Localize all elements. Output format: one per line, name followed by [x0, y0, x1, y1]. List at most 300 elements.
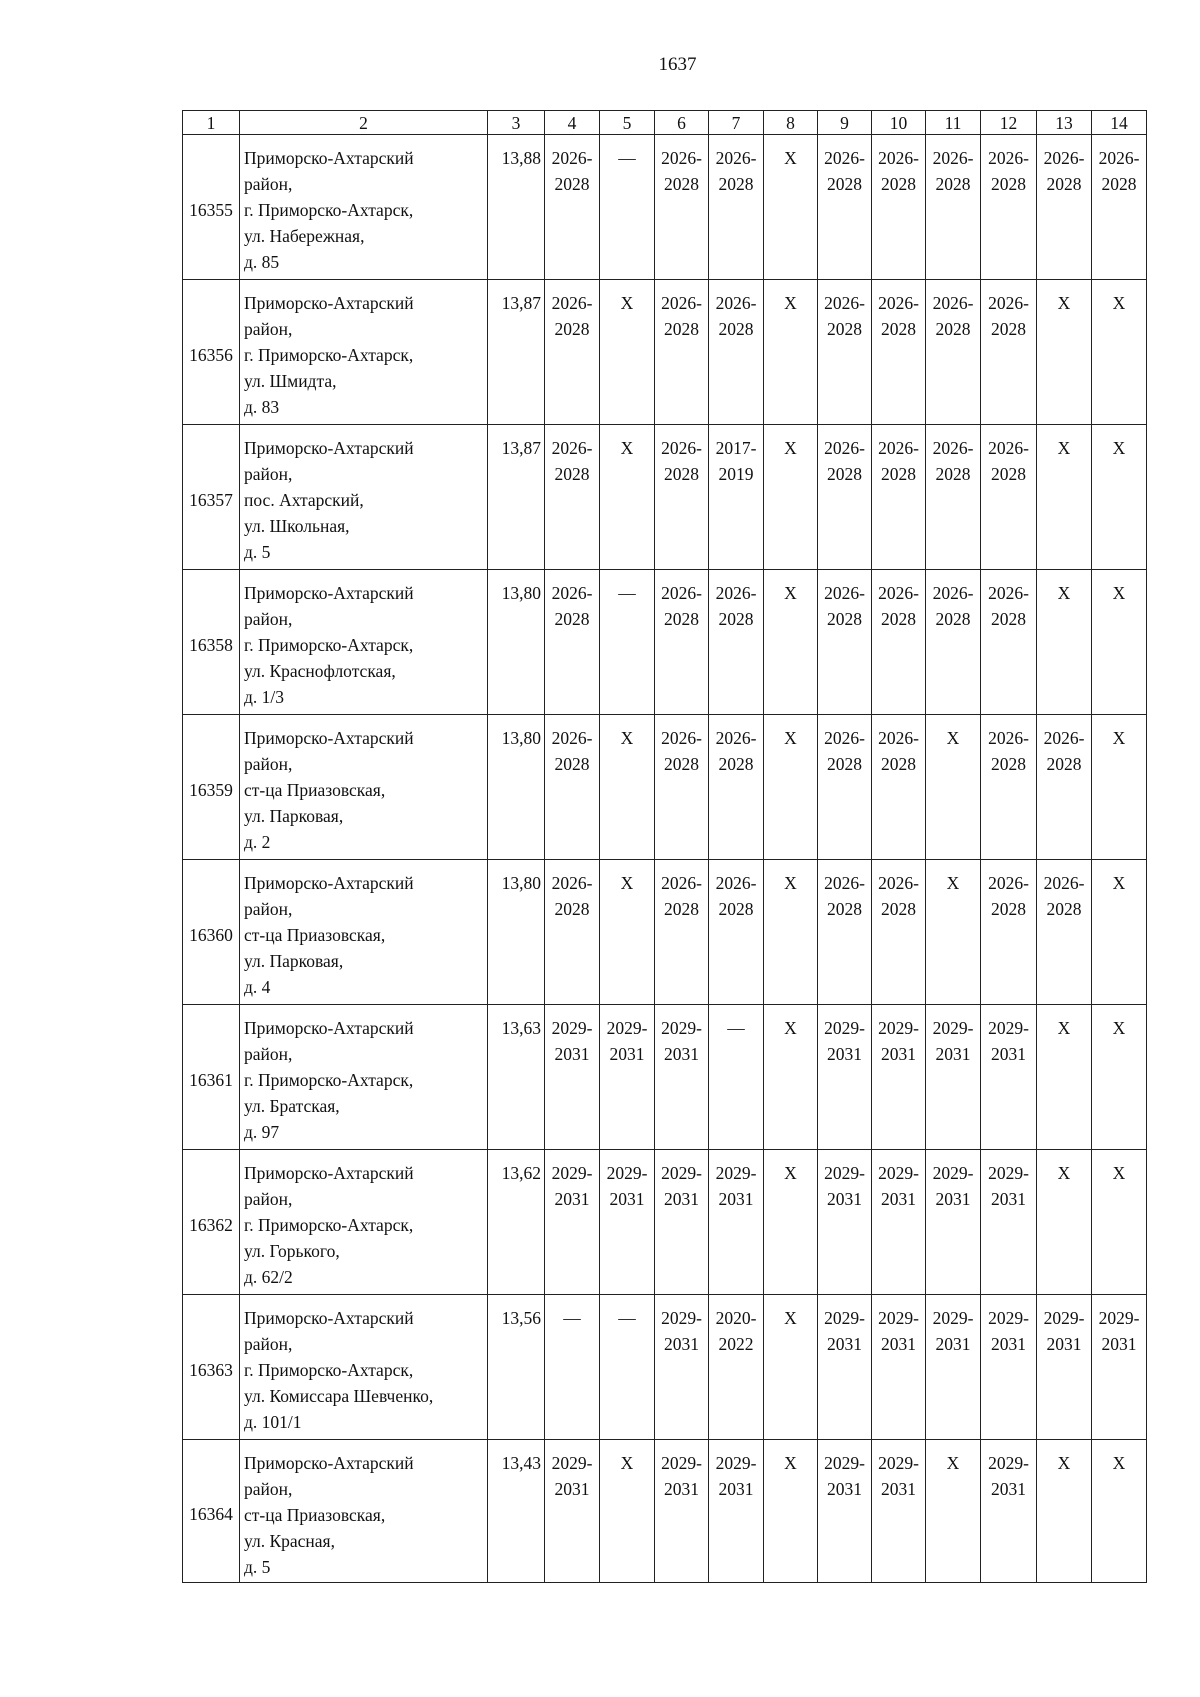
period-text: 2026- — [824, 583, 865, 603]
column-header: 14 — [1092, 111, 1147, 135]
period-text: 2031 — [554, 1479, 590, 1499]
period-text: 2026- — [551, 583, 593, 603]
period-text: 2031 — [664, 1334, 699, 1354]
period-text: 2031 — [664, 1044, 699, 1064]
period-text: 2026- — [824, 293, 865, 313]
column-header: 8 — [764, 111, 818, 135]
period-text: 2031 — [935, 1044, 971, 1064]
area-value: 13,80 — [488, 715, 545, 860]
period-cell — [709, 1440, 764, 1583]
period-cell — [764, 135, 818, 280]
address-line: ул. Комиссара Шевченко, — [244, 1386, 434, 1406]
period-cell — [981, 1295, 1037, 1440]
period-text: 2028 — [935, 464, 971, 484]
period-text: X — [784, 1308, 797, 1328]
address-cell — [240, 1295, 488, 1440]
period-text: 2028 — [554, 754, 590, 774]
period-cell — [600, 280, 655, 425]
period-cell — [926, 1005, 981, 1150]
period-text: 2031 — [991, 1044, 1026, 1064]
period-text: 2028 — [991, 609, 1026, 629]
period-text: 2031 — [991, 1479, 1026, 1499]
address-line: район, — [244, 899, 293, 919]
address-cell — [240, 280, 488, 425]
period-text: 2028 — [935, 174, 971, 194]
address-line: район, — [244, 1044, 293, 1064]
period-text: 2031 — [554, 1044, 590, 1064]
column-header: 9 — [818, 111, 872, 135]
period-cell — [872, 1295, 926, 1440]
period-cell — [1037, 135, 1092, 280]
record-number: 16364 — [183, 1440, 240, 1583]
period-cell — [655, 715, 709, 860]
period-text: 2029- — [1098, 1308, 1140, 1328]
period-text: 2029- — [878, 1308, 919, 1328]
period-cell — [981, 715, 1037, 860]
period-text: — — [618, 583, 636, 603]
period-text: 2029- — [715, 1453, 757, 1473]
period-text: 2026- — [988, 728, 1029, 748]
period-text: 2026- — [551, 728, 593, 748]
area-value: 13,56 — [488, 1295, 545, 1440]
period-text: 2028 — [991, 174, 1026, 194]
period-cell — [872, 1005, 926, 1150]
period-cell — [545, 570, 600, 715]
period-text: 2028 — [827, 319, 862, 339]
period-text: 2031 — [554, 1189, 590, 1209]
period-text: 2028 — [718, 754, 754, 774]
period-text: 2028 — [718, 174, 754, 194]
address-line: д. 101/1 — [244, 1412, 302, 1432]
column-header: 1 — [183, 111, 240, 135]
period-cell — [872, 860, 926, 1005]
record-number: 16362 — [183, 1150, 240, 1295]
period-cell — [981, 280, 1037, 425]
address-cell — [240, 135, 488, 280]
column-header: 4 — [545, 111, 600, 135]
address-line: Приморско-Ахтарский — [244, 873, 414, 893]
period-cell — [1092, 1150, 1147, 1295]
period-text: X — [620, 438, 634, 458]
period-cell — [818, 570, 872, 715]
period-cell — [600, 1005, 655, 1150]
period-cell — [545, 425, 600, 570]
period-text: 2026- — [988, 438, 1029, 458]
address-line: район, — [244, 754, 293, 774]
period-cell — [1037, 860, 1092, 1005]
period-text: 2031 — [935, 1189, 971, 1209]
period-cell — [545, 280, 600, 425]
period-cell — [1092, 135, 1147, 280]
address-line: пос. Ахтарский, — [244, 490, 364, 510]
period-text: 2028 — [827, 899, 862, 919]
period-text: 2026- — [988, 293, 1029, 313]
period-cell — [818, 1440, 872, 1583]
period-cell — [981, 1150, 1037, 1295]
period-cell — [926, 1150, 981, 1295]
period-cell — [1092, 280, 1147, 425]
address-line: ст-ца Приазовская, — [244, 925, 386, 945]
address-line: д. 85 — [244, 252, 280, 272]
record-number: 16359 — [183, 715, 240, 860]
table-row — [183, 1150, 1147, 1295]
period-cell — [1037, 1005, 1092, 1150]
period-text: 2029- — [824, 1308, 865, 1328]
period-text: 2029- — [878, 1453, 919, 1473]
address-cell — [240, 860, 488, 1005]
period-text: 2028 — [881, 609, 916, 629]
period-cell — [872, 1150, 926, 1295]
address-line: ст-ца Приазовская, — [244, 780, 386, 800]
address-line: Приморско-Ахтарский — [244, 1018, 414, 1038]
period-cell — [764, 425, 818, 570]
period-text: 2028 — [718, 319, 754, 339]
period-text: 2026- — [715, 583, 757, 603]
period-text: 2029- — [824, 1453, 865, 1473]
record-number: 16355 — [183, 135, 240, 280]
period-text: 2028 — [991, 464, 1026, 484]
period-text: 2029- — [988, 1018, 1029, 1038]
column-header: 6 — [655, 111, 709, 135]
address-line: Приморско-Ахтарский — [244, 1308, 414, 1328]
address-line: г. Приморско-Ахтарск, — [244, 345, 414, 365]
period-text: 2028 — [1046, 899, 1082, 919]
address-cell — [240, 425, 488, 570]
record-number: 16360 — [183, 860, 240, 1005]
period-cell — [655, 1440, 709, 1583]
period-text: 2029- — [1043, 1308, 1085, 1328]
period-text: 2028 — [827, 609, 862, 629]
area-value: 13,87 — [488, 425, 545, 570]
period-text: 2028 — [664, 319, 699, 339]
period-text: X — [620, 293, 634, 313]
period-cell — [600, 1150, 655, 1295]
column-header: 5 — [600, 111, 655, 135]
period-cell — [872, 135, 926, 280]
period-text: — — [618, 1308, 636, 1328]
period-text: 2028 — [718, 899, 754, 919]
address-line: ул. Краснофлотская, — [244, 661, 396, 681]
period-cell — [926, 1295, 981, 1440]
period-cell — [545, 135, 600, 280]
period-cell — [709, 570, 764, 715]
address-line: д. 62/2 — [244, 1267, 293, 1287]
period-cell — [1092, 1005, 1147, 1150]
table-row — [183, 1295, 1147, 1440]
period-text: 2028 — [554, 464, 590, 484]
period-text: — — [618, 148, 636, 168]
period-cell — [981, 570, 1037, 715]
period-text: 2031 — [991, 1334, 1026, 1354]
table-body — [183, 135, 1147, 1583]
period-text: 2028 — [881, 319, 916, 339]
column-header: 3 — [488, 111, 545, 135]
address-line: д. 4 — [244, 977, 271, 997]
period-text: 2031 — [1101, 1334, 1137, 1354]
period-cell — [1092, 1295, 1147, 1440]
address-cell — [240, 1150, 488, 1295]
column-header: 10 — [872, 111, 926, 135]
period-cell — [545, 1150, 600, 1295]
period-cell — [545, 1295, 600, 1440]
period-cell — [655, 570, 709, 715]
period-text: 2031 — [935, 1334, 971, 1354]
period-text: X — [1057, 1163, 1071, 1183]
period-cell — [709, 860, 764, 1005]
period-text: X — [620, 873, 634, 893]
period-text: 2026- — [661, 293, 702, 313]
period-cell — [872, 715, 926, 860]
period-text: — — [563, 1308, 581, 1328]
period-text: 2029- — [932, 1308, 974, 1328]
period-cell — [1037, 1295, 1092, 1440]
period-text: X — [784, 728, 797, 748]
period-cell — [600, 860, 655, 1005]
period-text: 2031 — [881, 1044, 916, 1064]
period-cell — [926, 570, 981, 715]
period-cell — [600, 425, 655, 570]
period-cell — [655, 1005, 709, 1150]
period-text: 2029- — [824, 1018, 865, 1038]
period-text: 2029- — [988, 1308, 1029, 1328]
period-text: X — [1112, 1453, 1126, 1473]
period-text: 2028 — [664, 754, 699, 774]
period-text: 2031 — [881, 1479, 916, 1499]
period-cell — [872, 425, 926, 570]
period-cell — [872, 570, 926, 715]
address-line: г. Приморско-Ахтарск, — [244, 635, 414, 655]
table-row — [183, 280, 1147, 425]
address-line: ул. Школьная, — [244, 516, 350, 536]
period-text: 2029- — [715, 1163, 757, 1183]
period-cell — [872, 280, 926, 425]
period-text: 2026- — [878, 438, 919, 458]
period-text: X — [1112, 1018, 1126, 1038]
period-text: 2026- — [551, 873, 593, 893]
address-line: д. 97 — [244, 1122, 280, 1142]
period-text: 2026- — [878, 873, 919, 893]
period-cell — [709, 135, 764, 280]
period-text: 2026- — [715, 148, 757, 168]
table-row — [183, 1440, 1147, 1583]
period-text: X — [946, 728, 960, 748]
period-cell — [818, 1005, 872, 1150]
address-line: ул. Набережная, — [244, 226, 365, 246]
address-cell — [240, 715, 488, 860]
period-text: X — [946, 1453, 960, 1473]
period-cell — [1037, 715, 1092, 860]
period-cell — [1092, 425, 1147, 570]
period-text: 2029- — [606, 1018, 648, 1038]
period-text: 2026- — [824, 728, 865, 748]
period-text: 2031 — [1046, 1334, 1082, 1354]
table-row — [183, 860, 1147, 1005]
period-text: 2031 — [718, 1479, 754, 1499]
period-text: 2028 — [827, 174, 862, 194]
period-cell — [764, 1005, 818, 1150]
period-text: 2026- — [715, 873, 757, 893]
period-text: 2028 — [554, 174, 590, 194]
period-text: 2031 — [827, 1479, 862, 1499]
period-text: 2028 — [1101, 174, 1137, 194]
table-row — [183, 715, 1147, 860]
period-text: X — [1112, 873, 1126, 893]
period-text: X — [784, 1453, 797, 1473]
period-text: 2026- — [932, 148, 974, 168]
period-cell — [764, 1150, 818, 1295]
period-text: — — [727, 1018, 745, 1038]
period-text: 2026- — [824, 438, 865, 458]
period-text: 2029- — [551, 1163, 593, 1183]
period-text: 2019 — [718, 464, 754, 484]
address-line: Приморско-Ахтарский — [244, 148, 414, 168]
address-line: район, — [244, 464, 293, 484]
address-line: район, — [244, 1479, 293, 1499]
period-text: 2031 — [827, 1189, 862, 1209]
period-cell — [1092, 1440, 1147, 1583]
address-cell — [240, 570, 488, 715]
address-line: г. Приморско-Ахтарск, — [244, 1360, 414, 1380]
record-number: 16356 — [183, 280, 240, 425]
address-line: район, — [244, 319, 293, 339]
period-text: 2028 — [664, 609, 699, 629]
address-line: д. 5 — [244, 1557, 271, 1577]
period-text: 2028 — [664, 899, 699, 919]
period-cell — [545, 715, 600, 860]
table-row — [183, 425, 1147, 570]
period-cell — [1037, 570, 1092, 715]
period-cell — [709, 1005, 764, 1150]
period-text: X — [1112, 438, 1126, 458]
period-text: 2029- — [932, 1163, 974, 1183]
column-header: 2 — [240, 111, 488, 135]
period-text: 2028 — [991, 319, 1026, 339]
period-text: 2029- — [878, 1018, 919, 1038]
period-text: X — [1057, 293, 1071, 313]
address-line: ул. Шмидта, — [244, 371, 337, 391]
period-text: 2028 — [991, 754, 1026, 774]
period-text: X — [1112, 583, 1126, 603]
period-text: X — [784, 148, 797, 168]
period-text: 2031 — [718, 1189, 754, 1209]
period-text: 2026- — [1043, 873, 1085, 893]
period-text: 2026- — [878, 583, 919, 603]
period-cell — [709, 280, 764, 425]
period-text: 2029- — [551, 1018, 593, 1038]
address-line: район, — [244, 1189, 293, 1209]
period-text: 2026- — [932, 438, 974, 458]
address-line: д. 1/3 — [244, 687, 285, 707]
period-cell — [818, 1295, 872, 1440]
period-text: 2031 — [664, 1189, 699, 1209]
area-value: 13,88 — [488, 135, 545, 280]
address-line: район, — [244, 609, 293, 629]
period-text: 2028 — [1046, 174, 1082, 194]
period-cell — [764, 1295, 818, 1440]
period-text: 2028 — [827, 754, 862, 774]
period-cell — [600, 135, 655, 280]
area-value: 13,63 — [488, 1005, 545, 1150]
record-number: 16363 — [183, 1295, 240, 1440]
period-text: 2026- — [824, 148, 865, 168]
period-cell — [545, 1005, 600, 1150]
period-text: 2026- — [932, 293, 974, 313]
period-text: 2026- — [1098, 148, 1140, 168]
address-line: г. Приморско-Ахтарск, — [244, 1215, 414, 1235]
period-text: 2029- — [988, 1453, 1029, 1473]
period-text: 2026- — [1043, 728, 1085, 748]
period-cell — [764, 715, 818, 860]
address-line: д. 2 — [244, 832, 271, 852]
address-line: Приморско-Ахтарский — [244, 583, 414, 603]
period-text: 2026- — [715, 293, 757, 313]
period-cell — [764, 860, 818, 1005]
period-text: 2029- — [606, 1163, 648, 1183]
period-text: 2026- — [878, 728, 919, 748]
period-text: 2029- — [661, 1453, 702, 1473]
page-number: 1637 — [658, 54, 697, 75]
record-number: 16357 — [183, 425, 240, 570]
address-line: г. Приморско-Ахтарск, — [244, 1070, 414, 1090]
period-text: X — [784, 873, 797, 893]
period-cell — [981, 1005, 1037, 1150]
column-number-header-row — [183, 111, 1147, 135]
period-cell — [545, 1440, 600, 1583]
period-text: 2026- — [878, 148, 919, 168]
area-value: 13,87 — [488, 280, 545, 425]
period-text: 2031 — [881, 1189, 916, 1209]
period-cell — [981, 135, 1037, 280]
period-text: 2028 — [718, 609, 754, 629]
period-text: 2026- — [988, 583, 1029, 603]
period-text: 2028 — [881, 174, 916, 194]
period-cell — [981, 425, 1037, 570]
column-header: 12 — [981, 111, 1037, 135]
address-line: д. 5 — [244, 542, 271, 562]
address-line: район, — [244, 1334, 293, 1354]
period-text: X — [1112, 1163, 1126, 1183]
period-text: X — [1057, 583, 1071, 603]
period-text: 2031 — [609, 1189, 645, 1209]
period-cell — [545, 860, 600, 1005]
period-text: 2029- — [661, 1308, 702, 1328]
area-value: 13,80 — [488, 570, 545, 715]
period-text: 2028 — [1046, 754, 1082, 774]
period-cell — [655, 280, 709, 425]
period-cell — [600, 1295, 655, 1440]
period-cell — [600, 715, 655, 860]
period-cell — [926, 135, 981, 280]
period-text: 2017- — [715, 438, 757, 458]
period-text: 2026- — [715, 728, 757, 748]
area-value: 13,43 — [488, 1440, 545, 1583]
period-text: 2026- — [1043, 148, 1085, 168]
period-text: 2020- — [715, 1308, 757, 1328]
period-text: 2026- — [824, 873, 865, 893]
period-text: 2022 — [718, 1334, 754, 1354]
column-header: 7 — [709, 111, 764, 135]
period-text: 2031 — [609, 1044, 645, 1064]
period-cell — [818, 860, 872, 1005]
address-line: ст-ца Приазовская, — [244, 1505, 386, 1525]
period-text: X — [620, 1453, 634, 1473]
column-header: 11 — [926, 111, 981, 135]
period-cell — [981, 1440, 1037, 1583]
period-text: 2028 — [554, 609, 590, 629]
address-line: ул. Братская, — [244, 1096, 340, 1116]
period-cell — [926, 715, 981, 860]
area-value: 13,62 — [488, 1150, 545, 1295]
